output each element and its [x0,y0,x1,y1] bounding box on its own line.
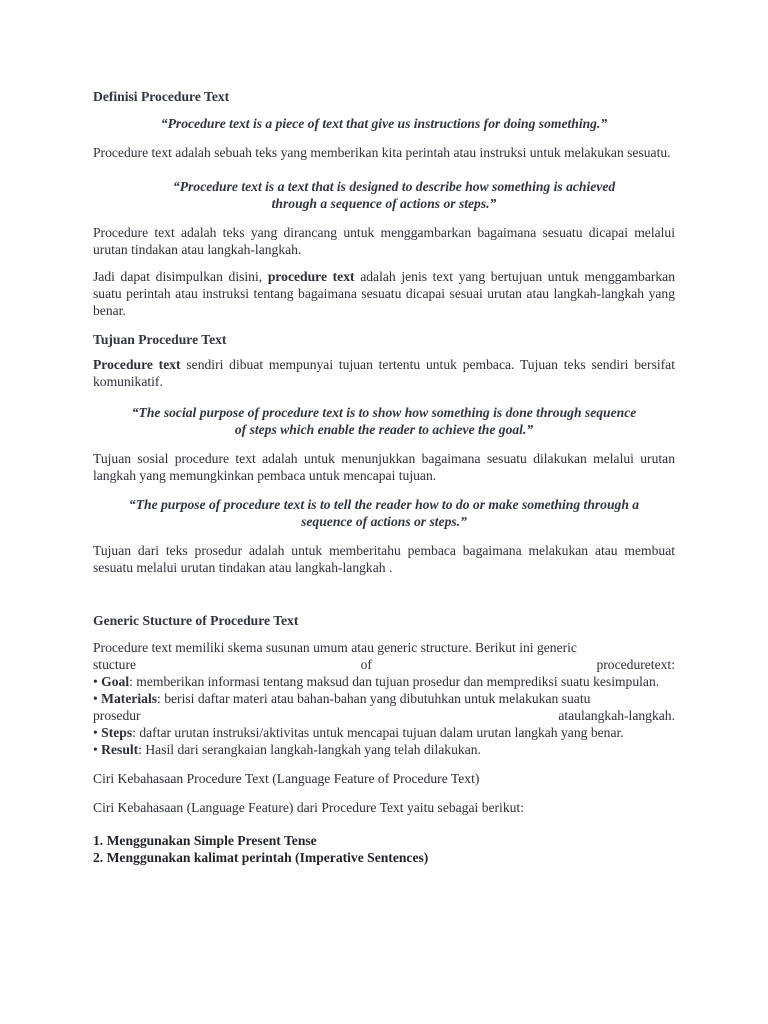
paragraph-7-line-2 [93,656,675,673]
paragraph-1: Procedure text adalah sebuah teks yang memberikan kita perintah atau instruksi untuk melakukan sesuatu. [93,145,671,160]
quote-4 [93,496,675,530]
bullet-materials-word-2: ataulangkah-langkah. [558,708,675,723]
bullet-steps-text: : daftar urutan instruksi/aktivitas untuk mencapai tujuan dalam urutan langkah yang benar. [132,725,624,740]
bullet-materials-line-2 [93,707,675,724]
quote-4-line-1: “The purpose of procedure text is to tell the reader how to do or make something through a [128,497,640,512]
bullet-dot: • [93,691,102,706]
paragraph-7-line-1 [93,639,675,656]
bullet-dot: • [93,674,102,689]
paragraph-6: Tujuan dari teks prosedur adalah untuk memberitahu pembaca bagaimana melakukan atau membuat sesuatu melalui urutan tindakan atau langkah-langkah . [93,543,675,575]
paragraph-3-lead: Jadi dapat disimpulkan disini, [93,269,263,284]
bullet-goal-label: Goal [101,674,130,689]
quote-2 [93,178,675,212]
bullet-materials-word-1: prosedur [93,708,141,723]
paragraph-4-bold: Procedure text [93,357,181,372]
paragraph-7-text: Procedure text memiliki skema susunan umum atau generic structure. Berikut ini generic [93,640,577,655]
bullet-dot: • [93,725,102,740]
paragraph-3 [93,268,675,319]
paragraph-3-rest: adalah jenis text yang bertujuan untuk menggambarkan suatu perintah atau instruksi tentang bagaimana sesuatu dicapai sesuai urutan atau langkah-langkah yang benar. [93,269,676,318]
heading-definisi: Definisi Procedure Text [93,89,230,104]
bullet-steps-label: Steps [101,725,133,740]
heading-tujuan: Tujuan Procedure Text [93,332,227,347]
bullet-goal-text: : memberikan informasi tentang maksud dan tujuan prosedur dan memprediksi suatu kesimpulan. [129,674,660,689]
quote-3-line-1: “The social purpose of procedure text is to show how something is done through sequence [131,405,637,420]
feature-list-item-1: 1. Menggunakan Simple Present Tense [93,833,317,848]
quote-3-line-2: of steps which enable the reader to achieve the goal.” [234,422,534,437]
ciri-title: Ciri Kebahasaan Procedure Text (Language Feature of Procedure Text) [93,771,480,786]
bullet-materials-head [93,690,590,707]
paragraph-2: Procedure text adalah teks yang dirancang untuk menggambarkan bagaimana sesuatu dicapai melalui urutan tindakan atau langkah-langkah. [93,225,675,257]
ciri-intro: Ciri Kebahasaan (Language Feature) dari Procedure Text yaitu sebagai berikut: [93,800,524,815]
bullet-result [93,741,675,758]
document-content [93,88,675,866]
bullet-result-text: : Hasil dari serangkaian langkah-langkah yang telah dilakukan. [138,742,481,757]
quote-4-line-2: sequence of actions or steps.” [301,514,467,529]
paragraph-4 [93,356,675,390]
bullet-materials-line-1 [93,690,675,707]
bullet-dot: • [93,742,102,757]
quote-2-line-2: through a sequence of actions or steps.” [271,196,497,211]
quote-2-line-1: “Procedure text is a text that is designed to describe how something is achieved [173,179,616,194]
paragraph-4-rest: sendiri dibuat mempunyai tujuan tertentu untuk pembaca. Tujuan teks sendiri bersifat komunikatif. [93,357,675,389]
paragraph-7-word-2: of [360,657,372,672]
paragraph-7-word-1: stucture [93,657,137,672]
paragraph-3-bold: procedure text [267,269,355,284]
paragraph-7-word-3: proceduretext: [596,657,675,672]
quote-1: “Procedure text is a piece of text that give us instructions for doing something.” [160,116,608,131]
bullet-goal [93,673,675,690]
bullet-materials-text: : berisi daftar materi atau bahan-bahan yang dibutuhkan untuk melakukan suatu [157,691,591,706]
bullet-steps [93,724,675,741]
bullet-materials-label: Materials [101,691,158,706]
generic-structure-block [93,639,675,758]
bullet-result-label: Result [101,742,139,757]
feature-list-item-2: 2. Menggunakan kalimat perintah (Imperative Sentences) [93,850,429,865]
paragraph-5: Tujuan sosial procedure text adalah untuk menunjukkan bagaimana sesuatu dilakukan melalui urutan langkah yang memungkinkan pembaca untuk mencapai tujuan. [93,451,675,483]
quote-3 [93,404,675,438]
heading-generic: Generic Stucture of Procedure Text [93,613,299,628]
